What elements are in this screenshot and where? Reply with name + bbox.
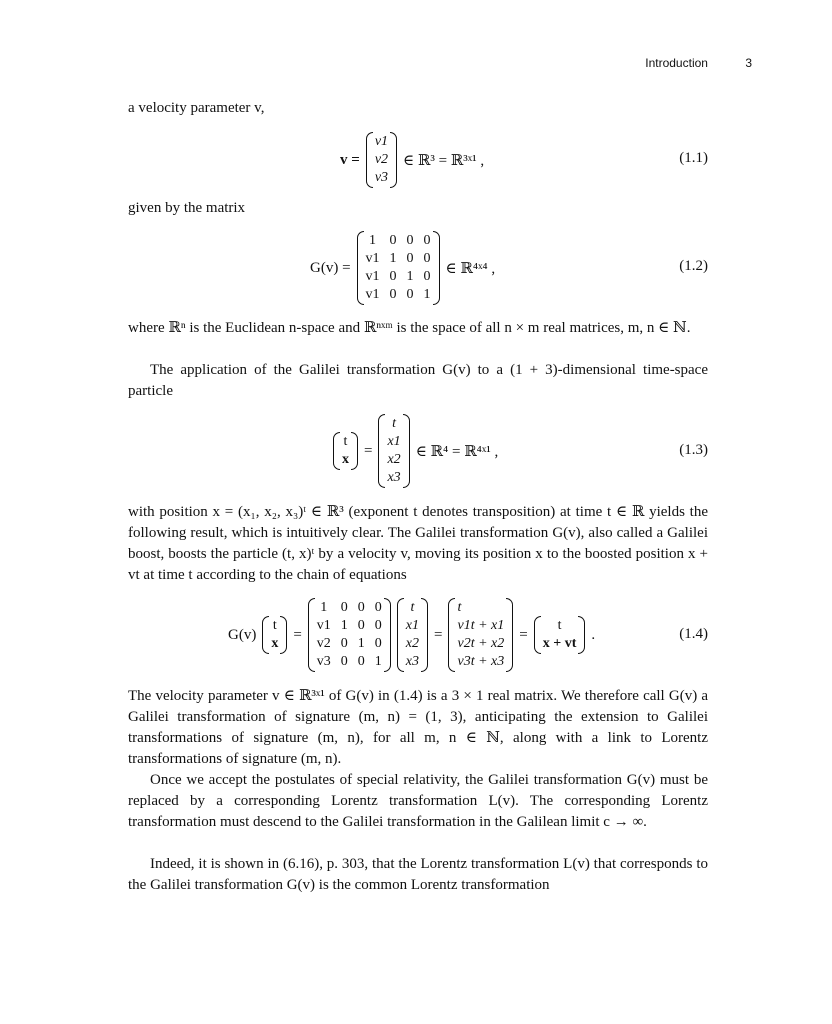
eq4-number: (1.4) — [679, 626, 708, 642]
eq4-final-cell: x + vt — [542, 636, 577, 651]
eq4-matrix — [308, 598, 391, 672]
eq4-matrix-cell: v2 — [316, 636, 331, 651]
eq4-result — [448, 598, 513, 672]
eq4-tx-vector — [262, 616, 287, 654]
eq3-cell: x1 — [387, 434, 401, 449]
eq4-final-cell: t — [557, 618, 562, 633]
eq2-cell: 0 — [423, 269, 431, 284]
eq4-matrix-cell: 1 — [340, 618, 348, 633]
eq4-result-cell: t — [457, 600, 462, 615]
eq4-result-cell: v3t + x3 — [457, 654, 505, 669]
running-head — [645, 56, 752, 70]
eq4-matrix-cell: v3 — [316, 654, 331, 669]
eq4-result-cell: v1t + x1 — [457, 618, 505, 633]
eq4-txc-cell: x2 — [405, 636, 420, 651]
eq4-matrix-cell: 0 — [340, 654, 348, 669]
eq4-txc-cell: x3 — [405, 654, 420, 669]
eq4-result-cell: v2t + x2 — [457, 636, 505, 651]
eq3-rhs: ∈ ℝ⁴ = ℝ⁴ˣ¹ , — [415, 443, 499, 460]
given-line: given by the matrix — [128, 200, 246, 216]
eq3-lhs-cell: x — [342, 452, 349, 467]
intro-line: a velocity parameter v, — [128, 100, 265, 116]
para-position: with position x = (x₁, x₂, x₃)ᵗ ∈ ℝ³ (exponent t denotes transposition) at time t ∈ ℝ yields the following result, which is intuitively clear. The Galilei transformation G(v), also called a Galilei boost, boosts the particle (t, x)ᵗ by a velocity v, moving its position x to the boosted position x + vt at time t according to the chain of equations — [128, 504, 708, 583]
eq3-lhs-cell: t — [343, 434, 348, 449]
eq2-cell: 1 — [369, 233, 377, 248]
eq1-number: (1.1) — [679, 150, 708, 166]
eq1-cell: v2 — [374, 152, 389, 167]
eq2-cell: v1 — [365, 269, 380, 284]
eq4-tx-components — [397, 598, 428, 672]
eq2-cell: 0 — [389, 287, 397, 302]
equation-1-4: G(v) t x = 1 0 0 0 v1 1 0 0 v2 0 1 0 v3 0 0 1 t x1 x2 x3 = t v1t + x1 v2t + x2 v3t + x3 = t x + vt . (1.4) — [128, 594, 708, 676]
eq4-matrix-cell: 0 — [357, 654, 365, 669]
para-application: The application of the Galilei transformation G(v) to a (1 + 3)-dimensional time-space particle — [128, 362, 708, 399]
eq2-number: (1.2) — [679, 258, 708, 274]
eq3-cell: x3 — [387, 470, 401, 485]
eq2-lhs: G(v) = — [310, 259, 351, 276]
eq4-matrix-cell: 1 — [374, 654, 382, 669]
eq3-cell: t — [392, 416, 397, 431]
eq2-cell: 1 — [406, 269, 414, 284]
section-title: Introduction — [645, 56, 708, 70]
eq1-cell: v3 — [374, 170, 389, 185]
eq2-cell: 0 — [406, 287, 414, 302]
eq4-matrix-cell: 0 — [357, 618, 365, 633]
eq3-cell: x2 — [387, 452, 401, 467]
eq4-final — [534, 616, 586, 654]
para-velocity: The velocity parameter v ∈ ℝ³ˣ¹ of G(v) in (1.4) is a 3 × 1 real matrix. We therefore call G(v) a Galilei transformation of signature (m, n) = (1, 3), anticipating the extension to Galilei transformations of signature (m, n), for all m, n ∈ ℕ, along with a link to Lorentz transformations of signature (m, n). — [128, 688, 708, 767]
eq1-rhs: ∈ ℝ³ = ℝ³ˣ¹ , — [403, 152, 485, 169]
eq4-matrix-cell: 1 — [357, 636, 365, 651]
eq2-matrix — [357, 231, 440, 305]
eq4-tx-cell: x — [271, 636, 279, 651]
eq2-cell: 0 — [423, 251, 431, 266]
eq4-matrix-cell: 0 — [374, 618, 382, 633]
para-indeed: Indeed, it is shown in (6.16), p. 303, that the Lorentz transformation L(v) that corresponds to the Galilei transformation G(v) is the common Lorentz transformation — [128, 856, 708, 893]
eq1-cell: v1 — [374, 134, 389, 149]
eq2-cell: 0 — [389, 269, 397, 284]
eq2-cell: 0 — [423, 233, 431, 248]
eq3-lhs-vector — [333, 432, 358, 470]
eq1-lhs: v = — [340, 151, 360, 168]
eq2-cell: v1 — [365, 251, 380, 266]
eq2-cell: 0 — [406, 233, 414, 248]
eq4-matrix-cell: 0 — [340, 600, 348, 615]
eq4-matrix-cell: 1 — [320, 600, 328, 615]
eq4-matrix-cell: v1 — [316, 618, 331, 633]
eq2-cell: v1 — [365, 287, 380, 302]
eq2-cell: 1 — [423, 287, 431, 302]
eq2-rhs: ∈ ℝ⁴ˣ⁴ , — [445, 260, 496, 277]
eq4-matrix-cell: 0 — [374, 600, 382, 615]
eq2-cell: 0 — [406, 251, 414, 266]
eq4-matrix-cell: 0 — [340, 636, 348, 651]
page-number: 3 — [745, 56, 752, 70]
eq4-matrix-cell: 0 — [374, 636, 382, 651]
para-where: where ℝⁿ is the Euclidean n-space and ℝⁿˣᵐ is the space of all n × m real matrices, m, n ∈ ℕ. — [128, 320, 691, 336]
eq1-vector — [366, 132, 397, 188]
eq4-txc-cell: x1 — [405, 618, 420, 633]
eq4-txc-cell: t — [410, 600, 415, 615]
eq3-number: (1.3) — [679, 442, 708, 458]
eq4-lhs: G(v) — [228, 626, 257, 643]
eq4-matrix-cell: 0 — [357, 600, 365, 615]
para-postulates: Once we accept the postulates of special relativity, the Galilei transformation G(v) must be replaced by a corresponding Lorentz transformation L(v). The corresponding Lorentz transformation must descend to the Galilei transformation in the Galilean limit c → ∞. — [128, 772, 708, 830]
equation-1-2 — [128, 228, 708, 308]
eq3-vector — [378, 414, 409, 488]
eq2-cell: 0 — [389, 233, 397, 248]
equation-1-3: t x = t x1 x2 x3 ∈ ℝ⁴ = ℝ⁴ˣ¹ , (1.3) — [128, 410, 708, 492]
eq2-cell: 1 — [389, 251, 397, 266]
eq4-tx-cell: t — [272, 618, 277, 633]
equation-1-1 — [128, 130, 708, 190]
